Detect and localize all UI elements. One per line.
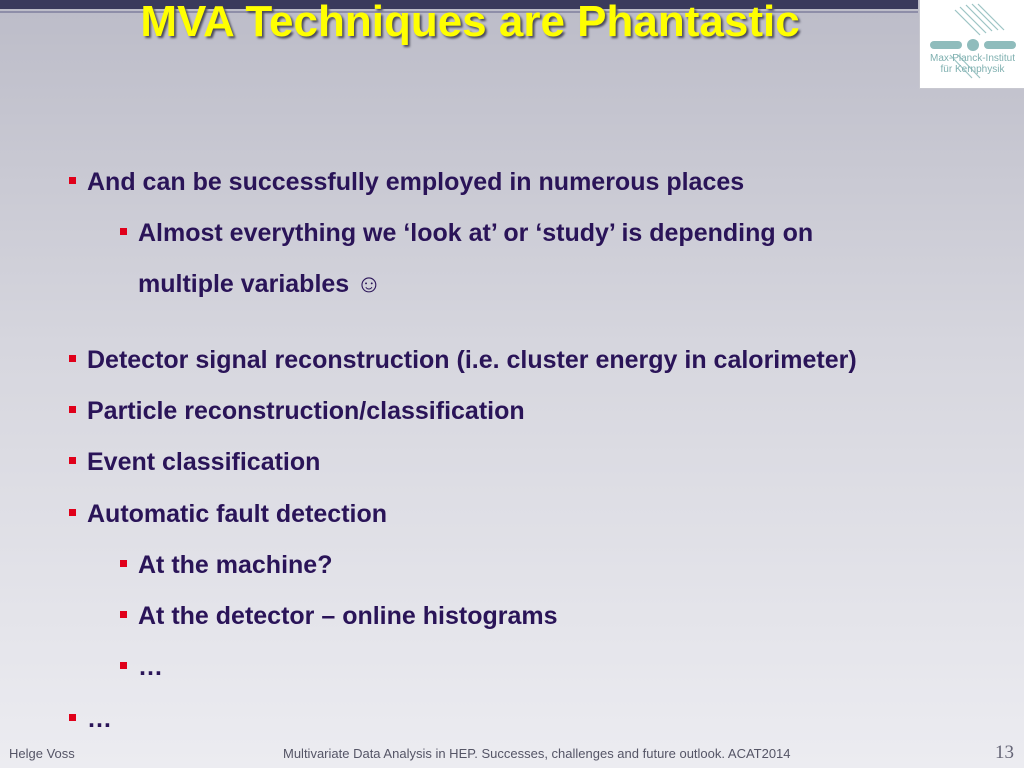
sub-bullet-item: Almost everything we ‘look at’ or ‘study’ is depending on	[138, 219, 814, 247]
page-number: 13	[995, 742, 1014, 763]
bullet-marker	[120, 611, 127, 618]
bullet-item: …	[87, 705, 112, 733]
sub-bullet-item: At the detector – online histograms	[138, 602, 558, 630]
bullet-item: Detector signal reconstruction (i.e. cluster energy in calorimeter)	[87, 346, 857, 374]
slide-title: MVA Techniques are Phantastic	[140, 0, 800, 46]
bullet-marker	[69, 177, 76, 184]
logo-text-line1: Max-Planck-Institut	[929, 53, 1016, 64]
sub-bullet-continuation: multiple variables ☺	[138, 270, 382, 298]
bullet-marker	[120, 662, 127, 669]
bullet-item: Event classification	[87, 448, 321, 476]
bullet-item: Particle reconstruction/classification	[87, 397, 525, 425]
bullet-marker	[69, 457, 76, 464]
bullet-marker	[69, 406, 76, 413]
bullet-marker	[120, 560, 127, 567]
logo-text-line2: für Kernphysik	[940, 64, 1005, 75]
bullet-marker	[69, 355, 76, 362]
bullet-item: And can be successfully employed in numerous places	[87, 168, 745, 196]
footer-talk-title: Multivariate Data Analysis in HEP. Successes, challenges and future outlook. ACAT2014	[283, 746, 791, 761]
bullet-marker	[69, 714, 76, 721]
sub-bullet-item: …	[138, 653, 163, 681]
bullet-item: Automatic fault detection	[87, 500, 388, 528]
institute-logo	[919, 0, 1024, 89]
footer-author: Helge Voss	[9, 746, 75, 761]
bullet-marker	[69, 509, 76, 516]
sub-bullet-item: At the machine?	[138, 551, 333, 579]
bullet-marker	[120, 228, 127, 235]
